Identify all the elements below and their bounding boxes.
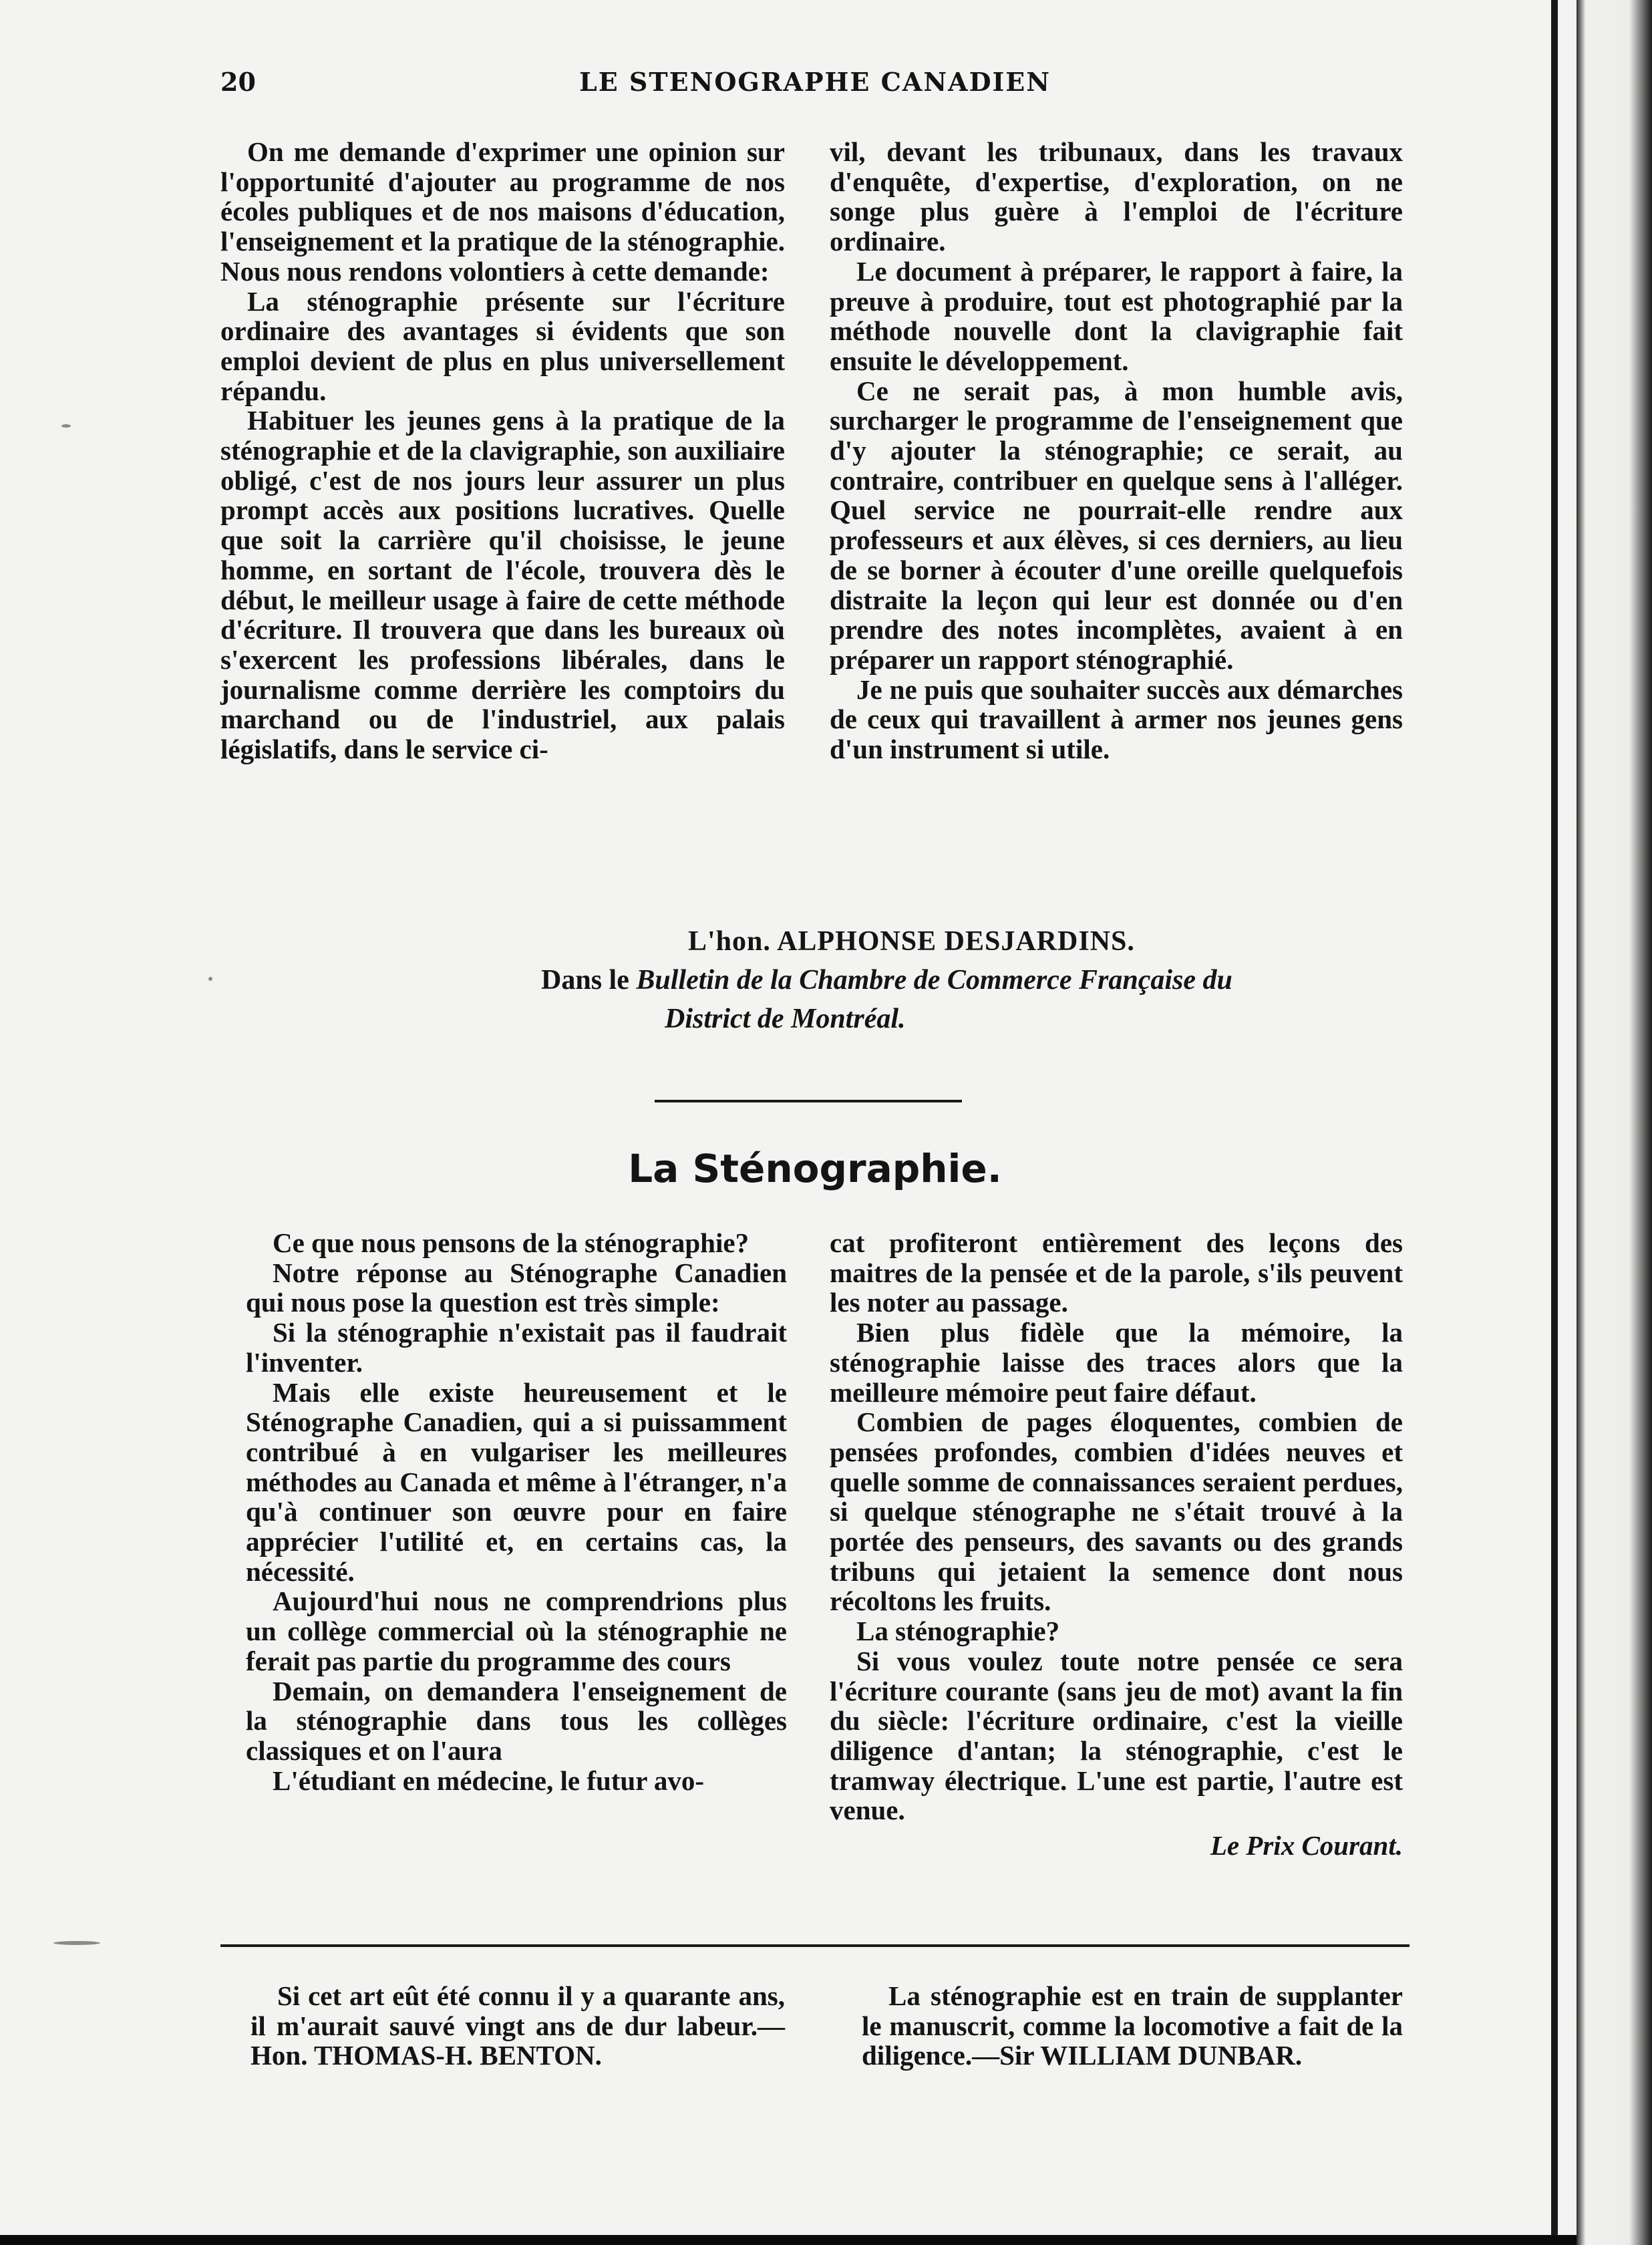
paragraph: cat profiteront entièrement des leçons des maitres de la pensée et de la parole, s'ils peuvent les noter au passage. — [830, 1227, 1403, 1318]
source-title-continued: District de Montréal. — [665, 1004, 906, 1034]
paragraph: Je ne puis que souhaiter succès aux démarches de ceux qui travaillent à armer nos jeunes gens d'un instrument si utile. — [830, 674, 1403, 765]
source-line — [541, 961, 1410, 1000]
paragraph: vil, devant les tribunaux, dans les travaux d'enquête, d'expertise, d'exploration, on ne songe plus guère à l'emploi de l'écriture ordinaire. — [830, 136, 1403, 257]
scan-margin — [1577, 0, 1652, 2245]
quote-text: Si cet art eût été connu il y a quarante ans, il m'aurait sauvé vingt ans de dur labeur.—Hon. THOMAS-H. BENTON. — [251, 1980, 785, 2071]
scan-speck — [61, 424, 71, 428]
article1-column-right — [830, 137, 1403, 764]
source-title: Bulletin de la Chambre de Commerce Française du — [636, 965, 1232, 996]
article2-column-left — [246, 1228, 787, 1795]
scan-speck — [53, 1941, 100, 1945]
paragraph: Ce ne serait pas, à mon humble avis, surcharger le programme de l'enseignement que d'y ajouter la sténographie; ce serait, au contraire, contribuer en quelque sens à l'alléger. Quel service ne pourrait-elle rendre aux professeurs et aux élèves, si ces derniers, au lieu de se borner à écouter d'une oreille quelquefois distraite la leçon qui leur est donnée ou d'en prendre des notes incomplètes, avaient à en préparer un rapport sténographié. — [830, 375, 1403, 675]
article-title: La Sténographie. — [628, 1146, 1002, 1191]
paragraph: La sténographie? — [856, 1616, 1060, 1647]
scan-speck — [208, 977, 212, 981]
article1-column-left — [220, 137, 785, 764]
footer-divider — [220, 1944, 1410, 1947]
paragraph: Le document à préparer, le rapport à faire, la preuve à produire, tout est photographié par la méthode nouvelle dont la clavigraphie fait ensuite le développement. — [830, 255, 1403, 376]
page-number: 20 — [220, 67, 256, 97]
section-divider — [655, 1100, 962, 1102]
quote-left — [251, 1981, 785, 2071]
page-border-line — [1551, 0, 1558, 2235]
paragraph: Notre réponse au Sténographe Canadien qui nous pose la question est très simple: — [246, 1257, 787, 1318]
paragraph: Si vous voulez toute notre pensée ce sera l'écriture courante (sans jeu de mot) avant la fin du siècle: l'écriture ordinaire, c'est la vieille diligence d'antan; la sténographie, c'est le tramway électrique. L'une est partie, l'autre est venue. — [830, 1645, 1403, 1826]
paragraph: La sténographie présente sur l'écriture ordinaire des avantages si évidents que son emploi devient de plus en plus universellement répandu. — [220, 285, 785, 406]
page-header — [220, 67, 1410, 107]
paragraph: On me demande d'exprimer une opinion sur l'opportunité d'ajouter au programme de nos écoles publiques et de nos maisons d'éducation, l'enseignement et la pratique de la sténographie. Nous nous rendons volontiers à cette demande: — [220, 136, 785, 287]
paragraph: Bien plus fidèle que la mémoire, la sténographie laisse des traces alors que la meilleure mémoire peut faire défaut. — [830, 1317, 1403, 1408]
article2-column-right — [830, 1228, 1403, 1861]
paragraph: Demain, on demandera l'enseignement de la sténographie dans tous les collèges classiques et on l'aura — [246, 1675, 787, 1766]
paragraph: Ce que nous pensons de la sténographie? — [273, 1227, 750, 1258]
paragraph: L'étudiant en médecine, le futur avo- — [273, 1765, 705, 1796]
author-name: L'hon. ALPHONSE DESJARDINS. — [688, 926, 1135, 957]
article1-signature — [541, 922, 1410, 1038]
running-title: LE STENOGRAPHE CANADIEN — [579, 67, 1051, 97]
article2-source: Le Prix Courant. — [1210, 1830, 1403, 1861]
quote-text: La sténographie est en train de supplanter le manuscrit, comme la locomotive a fait de la diligence.—Sir WILLIAM DUNBAR. — [862, 1980, 1403, 2071]
paragraph: Habituer les jeunes gens à la pratique de la sténographie et de la clavigraphie, son auxiliaire obligé, c'est de nos jours leur assurer un plus prompt accès aux positions lucratives. Quelle que soit la carrière qu'il choisisse, le jeune homme, en sortant de l'école, trouvera dès le début, le meilleur usage à faire de cette méthode d'écriture. Il trouvera que dans les bureaux où s'exercent les professions libérales, dans le journalisme comme derrière les comptoirs du marchand ou de l'industriel, aux palais législatifs, dans le service ci- — [220, 405, 785, 765]
paragraph: Combien de pages éloquentes, combien de pensées profondes, combien d'idées neuves et quelle somme de connaissances seraient perdues, si quelque sténographe ne s'était trouvé à la portée des penseurs, des savants ou des grands tribuns qui jetaient la semence dont nous récoltons les fruits. — [830, 1406, 1403, 1617]
quote-right — [862, 1981, 1403, 2071]
paragraph: Si la sténographie n'existait pas il faudrait l'inventer. — [246, 1317, 787, 1378]
paragraph: Aujourd'hui nous ne comprendrions plus un collège commercial où la sténographie ne ferait pas partie du programme des cours — [246, 1586, 787, 1676]
paragraph: Mais elle existe heureusement et le Sténographe Canadien, qui a si puissamment contribué à en vulgariser les meilleures méthodes au Canada et même à l'étranger, n'a qu'à continuer son œuvre pour en faire apprécier l'utilité et, en certains cas, la nécessité. — [246, 1376, 787, 1587]
source-prefix: Dans le — [541, 965, 629, 996]
